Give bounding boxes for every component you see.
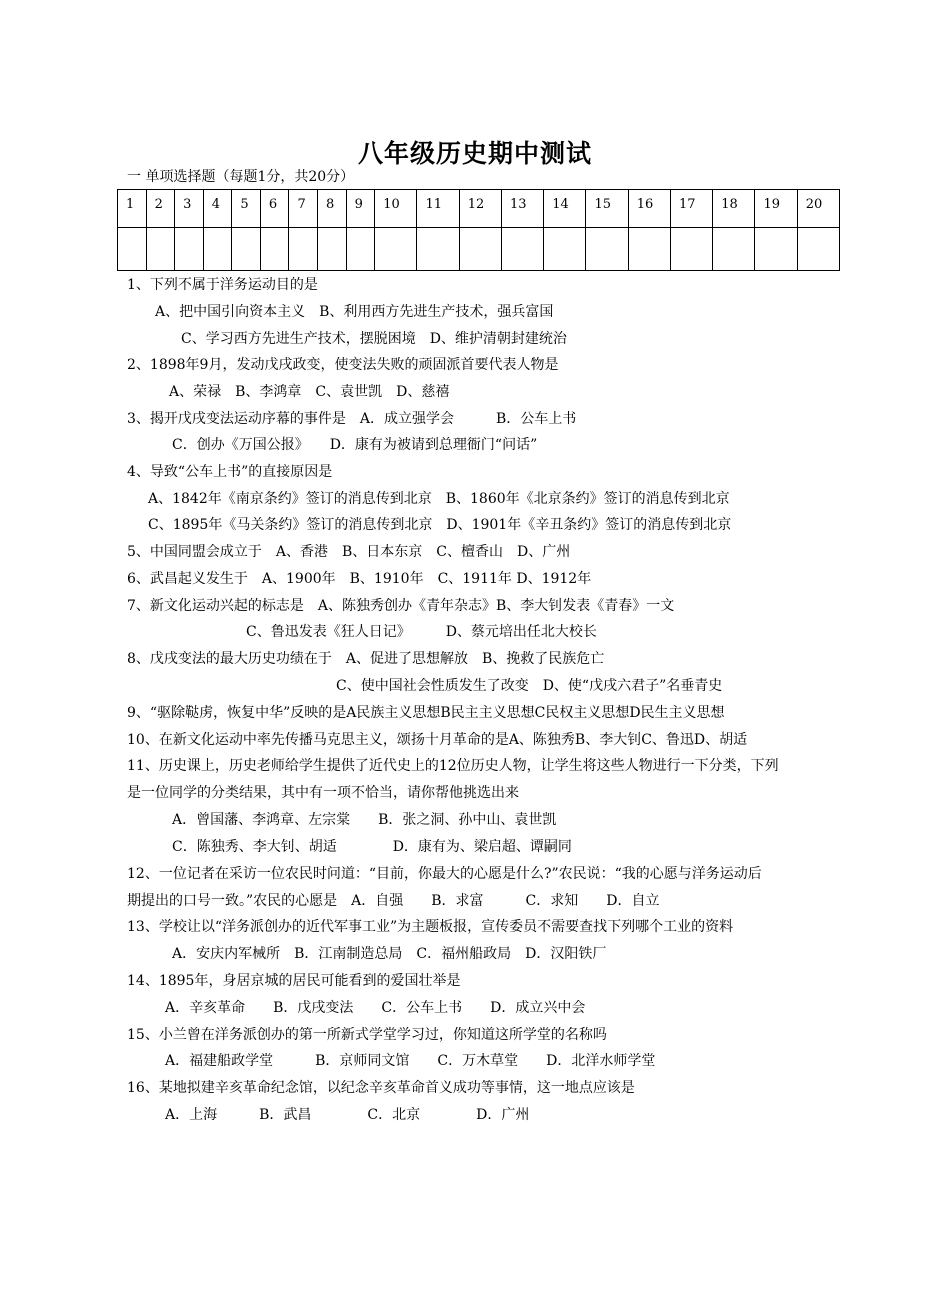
question-option-line: C、学习西方先进生产技术，摆脱困境 D、维护清朝封建统治 [181, 331, 567, 347]
answer-number-cell: 16 [628, 190, 670, 228]
answer-blank-cell[interactable] [544, 228, 586, 271]
question-line: 11、历史课上，历史老师给学生提供了近代史上的12位历史人物，让学生将这些人物进行一下分类，下列 [127, 758, 779, 774]
answer-number-row [118, 190, 840, 228]
answer-blank-cell[interactable] [755, 228, 797, 271]
answer-number-cell: 12 [459, 190, 501, 228]
answer-table [117, 189, 840, 271]
answer-blank-cell[interactable] [260, 228, 289, 271]
answer-blank-cell[interactable] [146, 228, 175, 271]
question-line: 1、下列不属于洋务运动目的是 [127, 277, 318, 293]
section-heading: 一 单项选择题（每题1分，共20分） [127, 169, 355, 185]
answer-blank-cell[interactable] [175, 228, 204, 271]
question-line: 15、小兰曾在洋务派创办的第一所新式学堂学习过，你知道这所学堂的名称吗 [127, 1027, 607, 1043]
answer-blank-cell[interactable] [118, 228, 147, 271]
question-line: 16、某地拟建辛亥革命纪念馆，以纪念辛亥革命首义成功等事情，这一地点应该是 [127, 1080, 635, 1096]
question-option-line: A．福建船政学堂 B．京师同文馆 C．万木草堂 D．北洋水师学堂 [165, 1053, 656, 1069]
question-line: 5、中国同盟会成立于 A、香港 B、日本东京 C、檀香山 D、广州 [127, 544, 571, 560]
answer-blank-cell[interactable] [628, 228, 670, 271]
question-option-line: A．曾国藩、李鸿章、左宗棠 B．张之洞、孙中山、袁世凯 [172, 812, 557, 828]
answer-number-cell: 4 [203, 190, 232, 228]
answer-number-cell: 2 [146, 190, 175, 228]
question-line: 期提出的口号一致。”农民的心愿是 A．自强 B．求富 C．求知 D．自立 [127, 893, 660, 909]
question-option-line: C、1895年《马关条约》签订的消息传到北京 D、1901年《辛丑条约》签订的消息传到北京 [148, 517, 732, 533]
question-option-line: A、荣禄 B、李鸿章 C、袁世凯 D、慈禧 [169, 384, 450, 400]
answer-blank-cell[interactable] [232, 228, 261, 271]
question-line: 2、1898年9月，发动戊戌政变，使变法失败的顽固派首要代表人物是 [127, 357, 559, 373]
answer-blank-cell[interactable] [670, 228, 712, 271]
page-title: 八年级历史期中测试 [357, 139, 592, 168]
answer-blank-cell[interactable] [501, 228, 543, 271]
answer-blank-cell[interactable] [713, 228, 755, 271]
answer-number-cell: 14 [544, 190, 586, 228]
question-option-line: A．上海 B．武昌 C．北京 D．广州 [165, 1107, 530, 1123]
question-line: 3、揭开戊戌变法运动序幕的事件是 A．成立强学会 B．公车上书 [127, 411, 577, 427]
answer-number-cell: 18 [713, 190, 755, 228]
answer-blank-cell[interactable] [318, 228, 347, 271]
question-line: 7、新文化运动兴起的标志是 A、陈独秀创办《青年杂志》B、李大钊发表《青春》一文 [127, 598, 675, 614]
answer-number-cell: 19 [755, 190, 797, 228]
answer-blank-cell[interactable] [346, 228, 375, 271]
question-option-line: C．创办《万国公报》 D．康有为被请到总理衙门“问话” [172, 437, 538, 453]
question-line: 14、1895年，身居京城的居民可能看到的爱国壮举是 [127, 973, 461, 989]
question-option-line: C、使中国社会性质发生了改变 D、使“戊戌六君子”名垂青史 [336, 678, 723, 694]
answer-number-cell: 1 [118, 190, 147, 228]
question-option-line: A、把中国引向资本主义 B、利用西方先进生产技术，强兵富国 [155, 304, 554, 320]
answer-number-cell: 5 [232, 190, 261, 228]
answer-number-cell: 11 [417, 190, 459, 228]
answer-blank-cell[interactable] [417, 228, 459, 271]
answer-number-cell: 8 [318, 190, 347, 228]
answer-number-cell: 17 [670, 190, 712, 228]
answer-number-cell: 20 [797, 190, 839, 228]
question-line: 13、学校让以“洋务派创办的近代军事工业”为主题板报，宣传委员不需要查找下列哪个工业的资料 [127, 919, 734, 935]
answer-blank-cell[interactable] [375, 228, 417, 271]
question-line: 12、一位记者在采访一位农民时问道：“目前，你最大的心愿是什么?”农民说：“我的心愿与洋务运动后 [127, 866, 762, 882]
question-option-line: A．辛亥革命 B．戊戌变法 C．公车上书 D．成立兴中会 [165, 1000, 586, 1016]
answer-blank-cell[interactable] [797, 228, 839, 271]
question-line: 4、导致“公车上书”的直接原因是 [127, 464, 333, 480]
question-line: 6、武昌起义发生于 A、1900年 B、1910年 C、1911年 D、1912年 [127, 571, 592, 587]
answer-number-cell: 13 [501, 190, 543, 228]
question-option-line: C．陈独秀、李大钊、胡适 D．康有为、梁启超、谭嗣同 [172, 839, 572, 855]
question-option-line: A、1842年《南京条约》签订的消息传到北京 B、1860年《北京条约》签订的消息传到北京 [148, 491, 730, 507]
question-line: 8、戊戌变法的最大历史功绩在于 A、促进了思想解放 B、挽救了民族危亡 [127, 651, 605, 667]
answer-number-cell: 6 [260, 190, 289, 228]
answer-blank-cell[interactable] [203, 228, 232, 271]
question-line: 是一位同学的分类结果，其中有一项不恰当，请你帮他挑选出来 [127, 785, 519, 801]
question-line: 10、在新文化运动中率先传播马克思主义，颂扬十月革命的是A、陈独秀B、李大钊C、鲁迅D、胡适 [127, 732, 748, 748]
answer-number-cell: 15 [586, 190, 628, 228]
question-line: 9、“驱除鞑虏，恢复中华”反映的是A民族主义思想B民主主义思想C民权主义思想D民生主义思想 [127, 705, 725, 721]
question-option-line: A．安庆内军械所 B．江南制造总局 C．福州船政局 D．汉阳铁厂 [172, 946, 607, 962]
answer-number-cell: 7 [289, 190, 318, 228]
answer-number-cell: 3 [175, 190, 204, 228]
answer-blank-row [118, 228, 840, 271]
answer-number-cell: 10 [375, 190, 417, 228]
question-option-line: C、鲁迅发表《狂人日记》 D、蔡元培出任北大校长 [246, 624, 597, 640]
answer-blank-cell[interactable] [289, 228, 318, 271]
answer-blank-cell[interactable] [459, 228, 501, 271]
answer-blank-cell[interactable] [586, 228, 628, 271]
answer-number-cell: 9 [346, 190, 375, 228]
